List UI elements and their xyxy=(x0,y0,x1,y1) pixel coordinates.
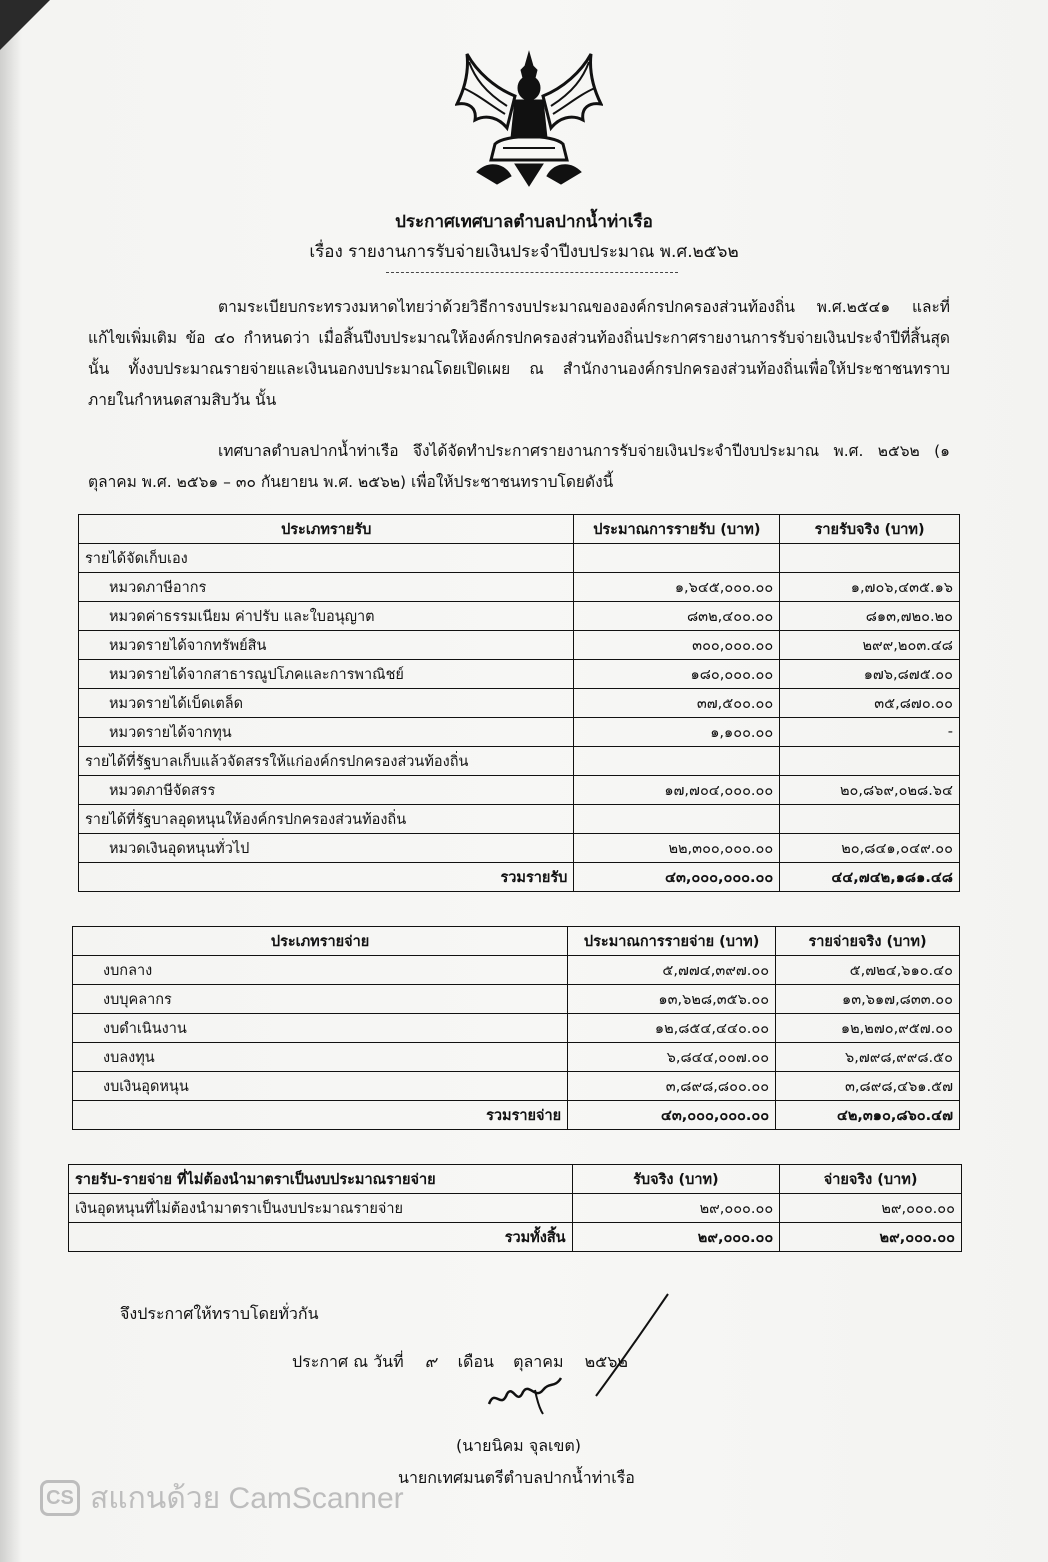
income-row-actual: ๘๑๓,๗๒๐.๒๐ xyxy=(780,602,960,631)
income-total-row xyxy=(79,863,960,892)
income-row-actual: ๑,๗๐๖,๔๓๕.๑๖ xyxy=(780,573,960,602)
paragraph-1-text: ตามระเบียบกระทรวงมหาดไทยว่าด้วยวิธีการงบประมาณขององค์กรปกครองส่วนท้องถิ่น พ.ศ.๒๕๔๑ และที่แก้ไขเพิ่มเติม ข้อ ๔๐ กำหนดว่า เมื่อสิ้นปีงบประมาณให้องค์กรปกครองส่วนท้องถิ่นประกาศรายงานการรับจ่ายเงินประจำปีที่สิ้นสุดนั้น ทั้งงบประมาณรายจ่ายและเงินนอกงบประมาณโดยเปิดเผย ณ สำนักงานองค์กรปกครองส่วนท้องถิ่นเพื่อให้ประชาชนทราบภายในกำหนดสามสิบวัน นั้น xyxy=(88,298,950,409)
income-row-estimate xyxy=(574,544,780,573)
expense-table xyxy=(72,926,960,1130)
non-budget-header-row xyxy=(69,1165,962,1194)
expense-row-estimate: ๓,๘๙๘,๘๐๐.๐๐ xyxy=(568,1072,776,1101)
income-row-actual: ๒๙๙,๒๐๓.๔๘ xyxy=(780,631,960,660)
table-row xyxy=(79,544,960,573)
non-budget-table xyxy=(68,1164,962,1252)
signature-stroke xyxy=(590,1290,670,1400)
income-row-estimate: ๑๘๐,๐๐๐.๐๐ xyxy=(574,660,780,689)
income-row-actual xyxy=(780,747,960,776)
divider xyxy=(386,272,678,273)
income-total-estimate: ๔๓,๐๐๐,๐๐๐.๐๐ xyxy=(574,863,780,892)
table-row xyxy=(79,776,960,805)
table-row xyxy=(73,985,960,1014)
expense-row-label: งบเงินอุดหนุน xyxy=(73,1072,568,1101)
income-row-estimate xyxy=(574,805,780,834)
income-row-actual: ๒๐,๘๖๙,๐๒๘.๖๔ xyxy=(780,776,960,805)
expense-row-estimate: ๑๓,๖๒๘,๓๕๖.๐๐ xyxy=(568,985,776,1014)
announcement-date xyxy=(292,1350,628,1375)
paragraph-2 xyxy=(88,436,950,498)
camscanner-watermark xyxy=(40,1478,404,1518)
expense-row-label: งบบุคลากร xyxy=(73,985,568,1014)
income-row-label: หมวดเงินอุดหนุนทั่วไป xyxy=(79,834,574,863)
expense-header-actual: รายจ่ายจริง (บาท) xyxy=(776,927,960,956)
table-row xyxy=(79,660,960,689)
income-row-estimate xyxy=(574,747,780,776)
income-row-label: หมวดรายได้จากทุน xyxy=(79,718,574,747)
expense-row-actual: ๕,๗๒๔,๖๑๐.๔๐ xyxy=(776,956,960,985)
paragraph-1 xyxy=(88,292,950,416)
income-row-estimate: ๑,๑๐๐.๐๐ xyxy=(574,718,780,747)
table-row xyxy=(73,956,960,985)
expense-row-estimate: ๕,๗๗๔,๓๙๗.๐๐ xyxy=(568,956,776,985)
expense-row-label: งบลงทุน xyxy=(73,1043,568,1072)
non-budget-total-received: ๒๙,๐๐๐.๐๐ xyxy=(572,1223,780,1252)
non-budget-total-paid: ๒๙,๐๐๐.๐๐ xyxy=(780,1223,962,1252)
table-row xyxy=(79,718,960,747)
non-budget-header-type: รายรับ-รายจ่าย ที่ไม่ต้องนำมาตราเป็นงบประมาณรายจ่าย xyxy=(69,1165,573,1194)
income-table-body xyxy=(79,544,960,863)
signer-name: (นายนิคม จุลเขต) xyxy=(456,1436,582,1455)
expense-header-type: ประเภทรายจ่าย xyxy=(73,927,568,956)
income-row-actual: ๑๗๖,๘๗๕.๐๐ xyxy=(780,660,960,689)
non-budget-total-label: รวมทั้งสิ้น xyxy=(69,1223,573,1252)
non-budget-row-paid: ๒๙,๐๐๐.๐๐ xyxy=(780,1194,962,1223)
income-row-label: หมวดค่าธรรมเนียม ค่าปรับ และใบอนุญาต xyxy=(79,602,574,631)
income-row-label: หมวดรายได้เบ็ดเตล็ด xyxy=(79,689,574,718)
non-budget-table-body xyxy=(69,1194,962,1223)
income-row-actual: ๓๕,๘๗๐.๐๐ xyxy=(780,689,960,718)
income-row-actual: ๒๐,๘๔๑,๐๔๙.๐๐ xyxy=(780,834,960,863)
expense-header-estimate: ประมาณการรายจ่าย (บาท) xyxy=(568,927,776,956)
table-row xyxy=(79,805,960,834)
income-row-label: รายได้ที่รัฐบาลอุดหนุนให้องค์กรปกครองส่วนท้องถิ่น xyxy=(79,805,574,834)
date-prefix: ประกาศ ณ วันที่ xyxy=(292,1352,404,1371)
income-header-type: ประเภทรายรับ xyxy=(79,515,574,544)
table-row xyxy=(79,631,960,660)
document-subject: เรื่อง รายงานการรับจ่ายเงินประจำปีงบประมาณ พ.ศ.๒๕๖๒ xyxy=(309,242,739,262)
non-budget-row-label: เงินอุดหนุนที่ไม่ต้องนำมาตราเป็นงบประมาณรายจ่าย xyxy=(69,1194,573,1223)
expense-row-actual: ๑๓,๖๑๗,๘๓๓.๐๐ xyxy=(776,985,960,1014)
income-row-estimate: ๒๒,๓๐๐,๐๐๐.๐๐ xyxy=(574,834,780,863)
date-year: ๒๕๖๒ xyxy=(584,1352,628,1371)
income-header-estimate: ประมาณการรายรับ (บาท) xyxy=(574,515,780,544)
expense-header-row xyxy=(73,927,960,956)
date-month-label: เดือน xyxy=(457,1352,494,1371)
income-row-estimate: ๘๓๒,๔๐๐.๐๐ xyxy=(574,602,780,631)
income-header-row xyxy=(79,515,960,544)
income-table xyxy=(78,514,960,892)
garuda-emblem-icon xyxy=(455,48,603,190)
table-row xyxy=(79,834,960,863)
income-row-label: หมวดรายได้จากทรัพย์สิน xyxy=(79,631,574,660)
expense-table-body xyxy=(73,956,960,1101)
table-row xyxy=(69,1194,962,1223)
income-row-label: รายได้ที่รัฐบาลเก็บแล้วจัดสรรให้แก่องค์กรปกครองส่วนท้องถิ่น xyxy=(79,747,574,776)
expense-total-actual: ๔๒,๓๑๐,๘๖๐.๔๗ xyxy=(776,1101,960,1130)
expense-row-estimate: ๑๒,๘๕๔,๔๔๐.๐๐ xyxy=(568,1014,776,1043)
income-total-actual: ๔๔,๗๔๒,๑๘๑.๔๘ xyxy=(780,863,960,892)
table-row xyxy=(79,602,960,631)
table-row xyxy=(73,1043,960,1072)
expense-total-row xyxy=(73,1101,960,1130)
expense-total-label: รวมรายจ่าย xyxy=(73,1101,568,1130)
document-title: ประกาศเทศบาลตำบลปากน้ำท่าเรือ xyxy=(395,212,653,232)
income-row-estimate: ๑๗,๗๐๔,๐๐๐.๐๐ xyxy=(574,776,780,805)
non-budget-header-received: รับจริง (บาท) xyxy=(572,1165,780,1194)
date-day: ๙ xyxy=(424,1352,437,1371)
income-total-label: รวมรายรับ xyxy=(79,863,574,892)
income-row-actual xyxy=(780,805,960,834)
signature xyxy=(485,1370,565,1418)
table-row xyxy=(79,689,960,718)
income-row-label: หมวดภาษีอากร xyxy=(79,573,574,602)
signer-title: นายกเทศมนตรีตำบลปากน้ำท่าเรือ xyxy=(398,1468,635,1487)
non-budget-total-row xyxy=(69,1223,962,1252)
income-row-estimate: ๓๐๐,๐๐๐.๐๐ xyxy=(574,631,780,660)
expense-row-label: งบดำเนินงาน xyxy=(73,1014,568,1043)
announcement-line: จึงประกาศให้ทราบโดยทั่วกัน xyxy=(120,1304,319,1323)
non-budget-row-received: ๒๙,๐๐๐.๐๐ xyxy=(572,1194,780,1223)
table-row xyxy=(79,573,960,602)
income-header-actual: รายรับจริง (บาท) xyxy=(780,515,960,544)
camscanner-logo-icon: CS xyxy=(40,1480,80,1516)
income-row-actual: - xyxy=(780,718,960,747)
income-row-label: หมวดรายได้จากสาธารณูปโภคและการพาณิชย์ xyxy=(79,660,574,689)
expense-row-actual: ๑๒,๒๗๐,๙๕๗.๐๐ xyxy=(776,1014,960,1043)
paragraph-2-text: เทศบาลตำบลปากน้ำท่าเรือ จึงได้จัดทำประกาศรายงานการรับจ่ายเงินประจำปีงบประมาณ พ.ศ. ๒๕๖๒ (๑ ตุลาคม พ.ศ. ๒๕๖๑ – ๓๐ กันยายน พ.ศ. ๒๕๖๒) เพื่อให้ประชาชนทราบโดยดังนี้ xyxy=(88,442,950,491)
non-budget-header-paid: จ่ายจริง (บาท) xyxy=(780,1165,962,1194)
table-row xyxy=(73,1014,960,1043)
income-row-label: รายได้จัดเก็บเอง xyxy=(79,544,574,573)
expense-row-actual: ๓,๘๙๘,๔๖๑.๕๗ xyxy=(776,1072,960,1101)
expense-row-estimate: ๖,๘๔๔,๐๐๗.๐๐ xyxy=(568,1043,776,1072)
income-row-actual xyxy=(780,544,960,573)
income-row-label: หมวดภาษีจัดสรร xyxy=(79,776,574,805)
income-row-estimate: ๓๗,๕๐๐.๐๐ xyxy=(574,689,780,718)
camscanner-text: สแกนด้วย CamScanner xyxy=(90,1481,404,1515)
expense-total-estimate: ๔๓,๐๐๐,๐๐๐.๐๐ xyxy=(568,1101,776,1130)
income-row-estimate: ๑,๖๔๕,๐๐๐.๐๐ xyxy=(574,573,780,602)
table-row xyxy=(73,1072,960,1101)
expense-row-label: งบกลาง xyxy=(73,956,568,985)
expense-row-actual: ๖,๗๙๘,๙๙๘.๕๐ xyxy=(776,1043,960,1072)
scan-corner-shadow xyxy=(0,0,50,50)
date-month: ตุลาคม xyxy=(513,1352,564,1371)
table-row xyxy=(79,747,960,776)
